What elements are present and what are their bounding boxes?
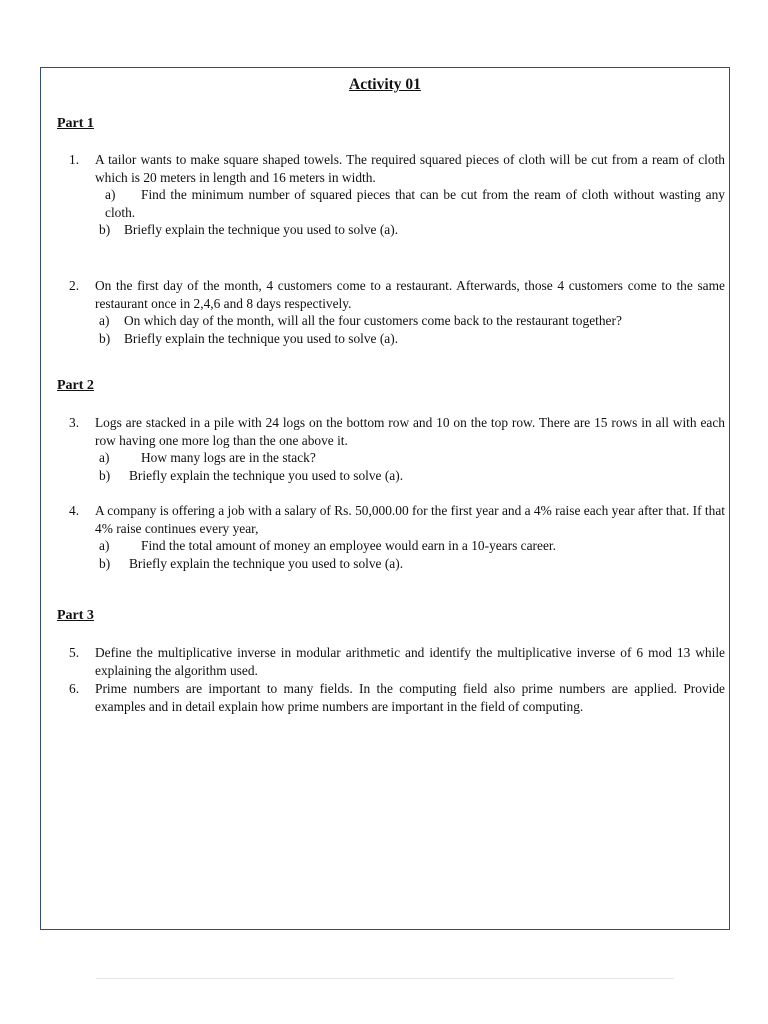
sub-label: b) (99, 330, 111, 346)
sub-text: On which day of the month, will all the four customers come back to the restaurant together? (124, 313, 622, 328)
sub-question-b (99, 330, 725, 348)
page-title: Activity 01 (349, 76, 421, 93)
question-text: Prime numbers are important to many fields. In the computing field also prime numbers are applied. Provide examples and in detail explain how prime numbers are important in the field of computing. (95, 681, 725, 714)
sub-text: How many logs are in the stack? (141, 450, 316, 465)
sub-label: a) (105, 187, 116, 202)
question-number: 4. (69, 503, 80, 518)
sub-text: Find the minimum number of squared pieces that can be cut from the ream of cloth without wasting any cloth. (105, 187, 725, 220)
question-2 (69, 277, 725, 347)
question-text: Define the multiplicative inverse in modular arithmetic and identify the multiplicative inverse of 6 mod 13 while explaining the algorithm used. (95, 645, 725, 678)
sub-label: b) (99, 222, 111, 237)
sub-question-a (105, 186, 725, 221)
question-5 (69, 644, 725, 679)
part-3-heading: Part 3 (57, 608, 94, 623)
question-text: On the first day of the month, 4 customers come to a restaurant. Afterwards, those 4 customers come to the same restaurant once in 2,4,6 and 8 days respectively. (95, 278, 725, 311)
sub-text: Briefly explain the technique you used to solve (a). (129, 467, 404, 483)
question-number: 5. (69, 645, 80, 660)
sub-text: Briefly explain the technique you used to solve (a). (129, 555, 404, 571)
sub-text: Find the total amount of money an employee would earn in a 10-years career. (141, 538, 556, 553)
question-number: 6. (69, 681, 80, 696)
sub-question-a (99, 312, 725, 330)
question-text: A tailor wants to make square shaped towels. The required squared pieces of cloth will be cut from a ream of cloth which is 20 meters in length and 16 meters in width. (95, 152, 725, 185)
question-number: 1. (69, 152, 80, 167)
question-text: Logs are stacked in a pile with 24 logs on the bottom row and 10 on the top row. There are 15 rows in all with each row having one more log than the one above it. (95, 415, 725, 448)
sub-question-b (99, 467, 725, 485)
sub-question-b (99, 555, 725, 573)
sub-text: Briefly explain the technique you used to solve (a). (124, 330, 399, 346)
footer-divider (96, 978, 674, 979)
sub-label: a) (99, 538, 110, 553)
question-number: 3. (69, 415, 80, 430)
part-2-heading: Part 2 (57, 378, 94, 393)
sub-question-a (99, 449, 725, 467)
question-4 (69, 502, 725, 572)
part-1-heading: Part 1 (57, 116, 94, 131)
sub-question-b (99, 221, 725, 239)
activity-frame (40, 67, 730, 930)
sub-label: a) (99, 450, 110, 465)
sub-text: Briefly explain the technique you used to solve (a). (124, 222, 399, 237)
sub-question-a (99, 537, 725, 555)
question-number: 2. (69, 278, 80, 293)
question-text: A company is offering a job with a salary of Rs. 50,000.00 for the first year and a 4% raise each year after that. If that 4% raise continues every year, (95, 503, 726, 536)
question-6 (69, 680, 725, 715)
sub-label: a) (99, 313, 110, 328)
question-3 (69, 414, 725, 484)
question-1 (69, 151, 725, 239)
sub-label: b) (99, 467, 111, 483)
sub-label: b) (99, 555, 111, 571)
